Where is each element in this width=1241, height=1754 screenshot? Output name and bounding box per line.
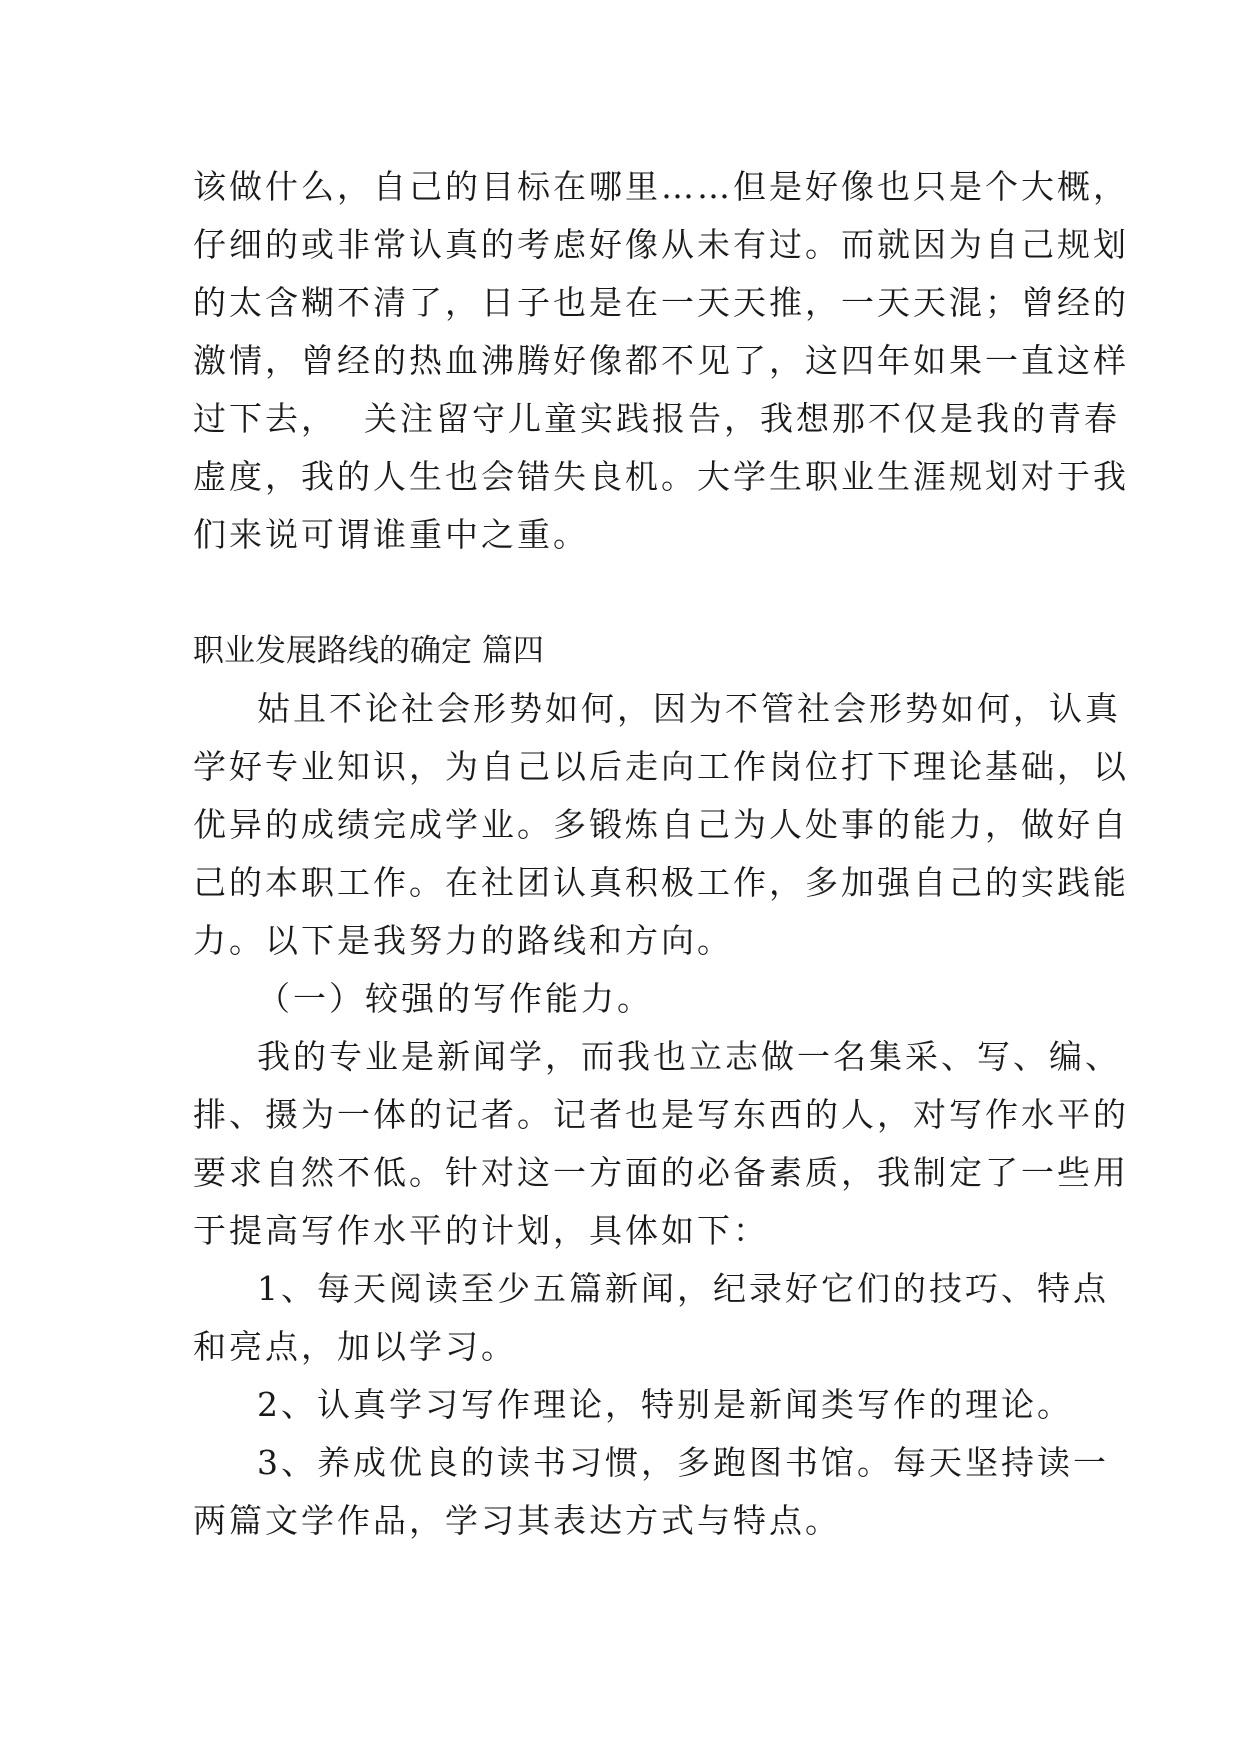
text-line: 力。以下是我努力的路线和方向。 (193, 921, 733, 960)
paragraph-1 (193, 158, 1129, 564)
text-line: 激情，曾经的热血沸腾好像都不见了，这四年如果一直这样 (193, 341, 1129, 380)
list-item-2 (193, 1376, 1073, 1434)
text-line: 姑且不论社会形势如何，因为不管社会形势如何，认真 (257, 689, 1121, 728)
text-line: 2、认真学习写作理论，特别是新闻类写作的理论。 (257, 1385, 1073, 1424)
text-line: 排、摄为一体的记者。记者也是写东西的人，对写作水平的 (193, 1095, 1129, 1134)
list-item-1 (193, 1260, 1109, 1376)
document-page (193, 158, 1129, 1550)
text-line: 己的本职工作。在社团认真积极工作，多加强自己的实践能 (193, 863, 1129, 902)
text-line: 我的专业是新闻学，而我也立志做一名集采、写、编、 (257, 1037, 1121, 1076)
paragraph-3 (193, 1028, 1129, 1260)
text-line: 两篇文学作品，学习其表达方式与特点。 (193, 1501, 841, 1540)
text-line: 3、养成优良的读书习惯，多跑图书馆。每天坚持读一 (257, 1443, 1109, 1482)
text-line: 于提高写作水平的计划，具体如下： (193, 1211, 769, 1250)
text-line: 1、每天阅读至少五篇新闻，纪录好它们的技巧、特点 (257, 1269, 1109, 1308)
text-line: 虚度，我的人生也会错失良机。大学生职业生涯规划对于我 (193, 457, 1129, 496)
text-line: 该做什么，自己的目标在哪里……但是好像也只是个大概， (193, 167, 1129, 206)
text-line: 学好专业知识，为自己以后走向工作岗位打下理论基础，以 (193, 747, 1129, 786)
paragraph-gap (193, 564, 1073, 622)
text-line: 和亮点，加以学习。 (193, 1327, 517, 1366)
text-line: 优异的成绩完成学业。多锻炼自己为人处事的能力，做好自 (193, 805, 1129, 844)
list-item-3 (193, 1434, 1109, 1550)
section-heading: 职业发展路线的确定 篇四 (193, 633, 544, 669)
subheading: （一）较强的写作能力。 (257, 979, 653, 1018)
text-line: 们来说可谓谁重中之重。 (193, 515, 589, 554)
text-line: 仔细的或非常认真的考虑好像从未有过。而就因为自己规划 (193, 225, 1129, 264)
text-line: 的太含糊不清了，日子也是在一天天推，一天天混；曾经的 (193, 283, 1129, 322)
paragraph-2 (193, 680, 1129, 970)
text-line: 过下去， 关注留守儿童实践报告，我想那不仅是我的青春 (193, 399, 1120, 438)
text-line: 要求自然不低。针对这一方面的必备素质，我制定了一些用 (193, 1153, 1129, 1192)
